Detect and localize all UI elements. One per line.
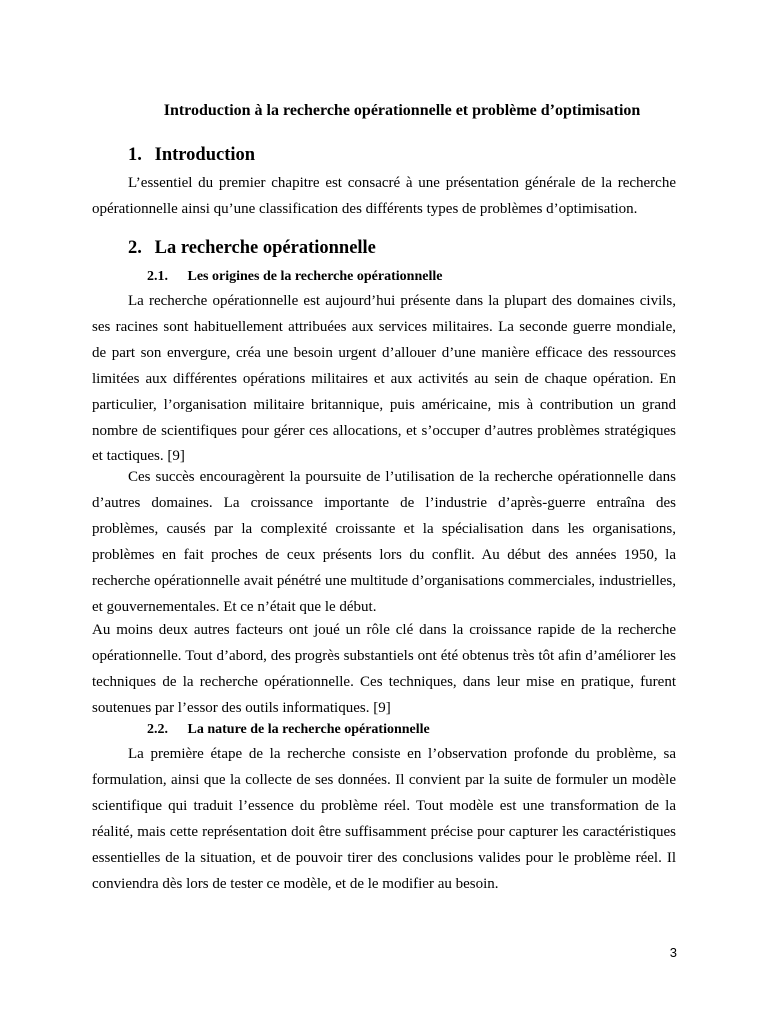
paragraph: Au moins deux autres facteurs ont joué un rôle clé dans la croissance rapide de la recherche opérationnelle. Tout d’abord, des progrès substantiels ont été obtenus très tôt afin d’améliorer les techniques de la recherche opérationnelle. Ces techniques, dans leur mise en pratique, furent soutenues par l’essor des outils informatiques. [9] — [92, 622, 676, 716]
subsection-heading-nature — [147, 720, 430, 740]
subsection-number: 2.2. — [147, 722, 168, 737]
subsection-number: 2.1. — [147, 269, 168, 284]
paragraph: Ces succès encouragèrent la poursuite de l’utilisation de la recherche opérationnelle dans d’autres domaines. La croissance importante de l’industrie d’après-guerre entraîna des problèmes, causés par la complexité croissante et la spécialisation dans les organisations, problèmes en fait proches de ceux présents lors du conflit. Au début des années 1950, la recherche opérationnelle avait pénétré une multitude d’organisations commerciales, industrielles, et gouvernementales. Et ce n’était que le début. — [92, 469, 676, 615]
section-title: La recherche opérationnelle — [154, 238, 376, 258]
section-number: 1. — [128, 145, 142, 165]
subsection-heading-origines — [147, 267, 442, 287]
paragraph: La première étape de la recherche consiste en l’observation profonde du problème, sa formulation, ainsi que la collecte de ses données. Il convient par la suite de formuler un modèle scientifique qui traduit l’essence du problème réel. Tout modèle est une transformation de la réalité, mais cette représentation doit être suffisamment précise pour capturer les caractéristiques essentielles de la situation, et de pouvoir tirer des conclusions valides pour le problème réel. Il conviendra dès lors de tester ce modèle, et de le modifier au besoin. — [92, 746, 676, 892]
page-number: 3 — [669, 945, 677, 960]
section-heading-introduction — [128, 143, 255, 167]
subsection-title: Les origines de la recherche opérationnelle — [187, 269, 443, 284]
section-heading-recherche-operationnelle — [128, 236, 376, 260]
section-number: 2. — [128, 238, 142, 258]
paragraph: La recherche opérationnelle est aujourd’hui présente dans la plupart des domaines civils, ses racines sont habituellement attribuées aux services militaires. La seconde guerre mondiale, de part son envergure, créa une besoin urgent d’allouer d’une manière efficace des ressources limitées aux différentes opérations militaires et aux activités au sein de chaque opération. En particulier, l’organisation militaire britannique, puis américaine, mis à contribution un grand nombre de scientifiques pour gérer ces allocations, et s’occuper d’autres problèmes stratégiques et tactiques. [9] — [92, 293, 676, 465]
section-title: Introduction — [154, 145, 256, 165]
paragraph: L’essentiel du premier chapitre est consacré à une présentation générale de la recherche opérationnelle ainsi qu’une classification des différents types de problèmes d’optimisation. — [92, 175, 676, 217]
subsection-title: La nature de la recherche opérationnelle — [187, 722, 430, 737]
document-title: Introduction à la recherche opérationnelle et problème d’optimisation — [163, 102, 641, 119]
